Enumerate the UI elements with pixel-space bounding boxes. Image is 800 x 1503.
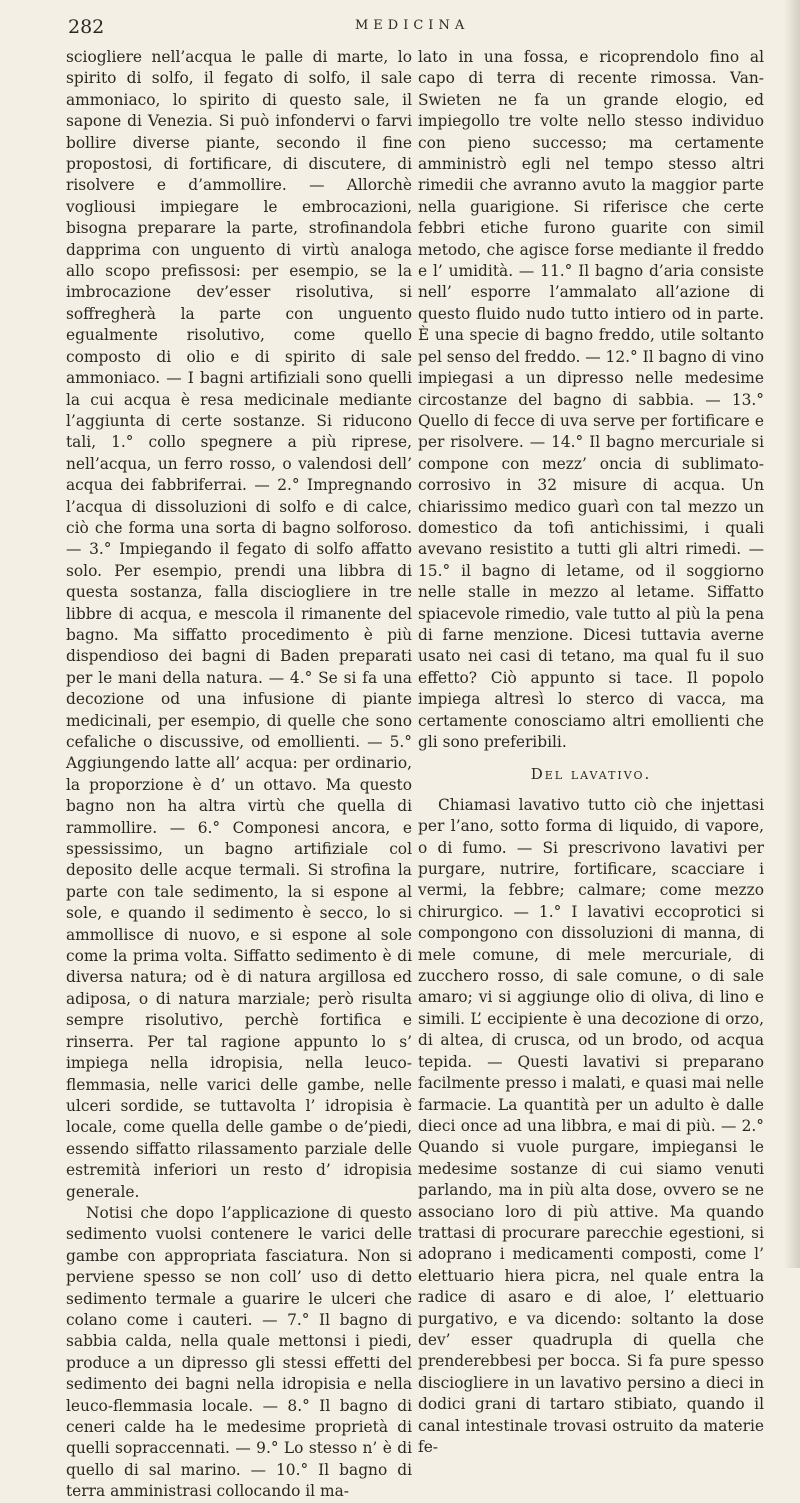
running-title: MEDICINA xyxy=(355,18,470,33)
paragraph: sciogliere nell’acqua le palle di marte, lo spirito di solfo, il fegato di solfo, il sale ammoniaco, lo spirito di questo sale, il sapone di Venezia. Si può infondervi o farvi bollire diverse piante, secondo il fine propostosi, di fortificare, di discutere, di risolvere e d’ammollire. — Allorchè vogliousi impiegare le embrocazioni, bisogna preparare la parte, strofinandola dapprima con unguento di virtù analoga allo scopo prefissosi: per esempio, se la imbrocazione dev’esser risolutiva, si soffregherà la parte con unguento egualmente risolutivo, come quello composto di olio e di spirito di sale ammoniaco. — I bagni artifiziali sono quelli la cui acqua è resa medicinale mediante l’aggiunta di certe sostanze. Si riducono tali, 1.° collo spegnere a più riprese, nell’acqua, un ferro rosso, o valendosi dell’ acqua dei fabbriferrai. — 2.° Impregnando l’acqua di dissoluzioni di solfo e di calce, ciò che forma una sorta di bagno solforoso. — 3.° Impiegando il fegato di solfo affatto solo. Per esempio, prendi una libbra di questa sostanza, falla disciogliere in tre libbre di acqua, e mescola il rimanente del bagno. Ma siffatto procedimento è più dispendioso dei bagni di Baden preparati per le mani della natura. — 4.° Se si fa una decozione od una infusione di piante medicinali, per esempio, di quelle che sono cefaliche o discussive, od emollienti. — 5.° Aggiungendo latte all’ acqua: per ordinario, la proporzione è d’ un ottavo. Ma questo bagno non ha altra virtù che quella di rammollire. — 6.° Componesi ancora, e spessissimo, un bagno artifiziale col deposito delle acque termali. Si strofina la parte con tale sedimento, la si espone al sole, e quando il sedimento è secco, lo si ammollisce di nuovo, e si espone al sole come la prima volta. Siffatto sedimento è di diversa natura; od è di natura argillosa ed adiposa, o di natura marziale; però risulta sempre risolutivo, perchè fortifica e rinserra. Per tal ragione appunto lo s’ impiega nella idropisia, nella leuco-flemmasia, nelle varici delle gambe, nelle ulceri sordide, se tuttavolta l’ idropisia è locale, come quella delle gambe o de’piedi, essendo siffatto rilassamento parziale delle estremità inferiori un resto d’ idropisia generale. xyxy=(66,48,412,1201)
page-number: 282 xyxy=(68,16,105,38)
paragraph: Notisi che dopo l’applicazione di questo sedimento vuolsi contenere le varici delle gambe con appropriata fasciatura. Non si perviene spesso se non coll’ uso di detto sedimento termale a guarire le ulceri che colano come i cauteri. — 7.° Il bagno di sabbia calda, nella quale mettonsi i piedi, produce a un dipresso gli stessi effetti del sedimento dei bagni nella idropisia e nella leuco-flemmasia locale. — 8.° Il bagno di ceneri calde ha le medesime proprietà di quelli sopraccennati. — 9.° Lo stesso n’ è di quello di sal marino. — 10.° Il bagno di terra amministrasi collocando il ma- xyxy=(66,1203,412,1501)
section-title: Del lavativo. xyxy=(530,765,652,784)
left-column xyxy=(66,47,412,1503)
page-edge-shadow xyxy=(784,0,800,1268)
paragraph: Chiamasi lavativo tutto ciò che injettasi per l’ano, sotto forma di liquido, di vapore, o di fumo. — Si prescrivono lavativi per purgare, nutrire, fortificare, scacciare i vermi, la febbre; calmare; come mezzo chirurgico. — 1.° I lavativi eccoprotici si compongono con dissoluzioni di manna, di mele comune, di mele mercuriale, di zucchero rosso, di sale comune, o di sale amaro; vi si aggiunge olio di oliva, di lino e simili. L’ eccipiente è una decozione di orzo, di altea, di crusca, od un brodo, od acqua tepida. — Questi lavativi si preparano facilmente presso i malati, e quasi mai nelle farmacie. La quantità per un adulto è dalle dieci once ad una libbra, e mai di più. — 2.° Quando si vuole purgare, impiegansi le medesime sostanze di cui siamo venuti parlando, ma in più alta dose, ovvero se ne associano loro di più attive. Ma quando trattasi di procurare parecchie egestioni, si adoprano i medicamenti composti, come l’ elettuario hiera picra, nel quale entra la radice di asaro e di aloe, l’ elettuario purgativo, e va dicendo: soltanto la dose dev’ esser quadrupla di quella che prenderebbesi per bocca. Si fa pure spesso disciogliere in un lavativo persino a dieci in dodici grani di tartaro stibiato, quando il canal intestinale trovasi ostruito da materie fe- xyxy=(418,795,764,1456)
paragraph: lato in una fossa, e ricoprendolo fino al capo di terra di recente rimossa. Van-Swieten ne fa un grande elogio, ed impiegollo tre volte nello stesso individuo con pieno successo; ma certamente amministrò egli nel tempo stesso altri rimedii che avranno avuto la maggior parte nella guarigione. Si riferisce che certe febbri etiche furono guarite con simil metodo, che agisce forse mediante il freddo e l’ umidità. — 11.° Il bagno d’aria consiste nell’ esporre l’ammalato all’azione di questo fluido nudo tutto intiero od in parte. È una specie di bagno freddo, utile soltanto pel senso del freddo. — 12.° Il bagno di vino impiegasi a un dipresso nelle medesime circostanze del bagno di sabbia. — 13.° Quello di fecce di uva serve per fortificare e per risolvere. — 14.° Il bagno mercuriale si compone con mezz’ oncia di sublimato-corrosivo in 32 misure di acqua. Un chiarissimo medico guarì con tal mezzo un domestico da tofi antichissimi, i quali avevano resistito a tutti gli altri rimedi. — 15.° il bagno di letame, od il soggiorno nelle stalle in mezzo al letame. Siffatto spiacevole rimedio, vale tutto al più la pena di farne menzione. Dicesi tuttavia averne usato nei casi di tetano, ma qual fu il suo effetto? Ciò appunto si tace. Il popolo impiega altresì lo sterco di vacca, ma certamente conosciamo altri emollienti che gli sono preferibili. xyxy=(418,48,764,751)
right-column xyxy=(418,47,764,1458)
